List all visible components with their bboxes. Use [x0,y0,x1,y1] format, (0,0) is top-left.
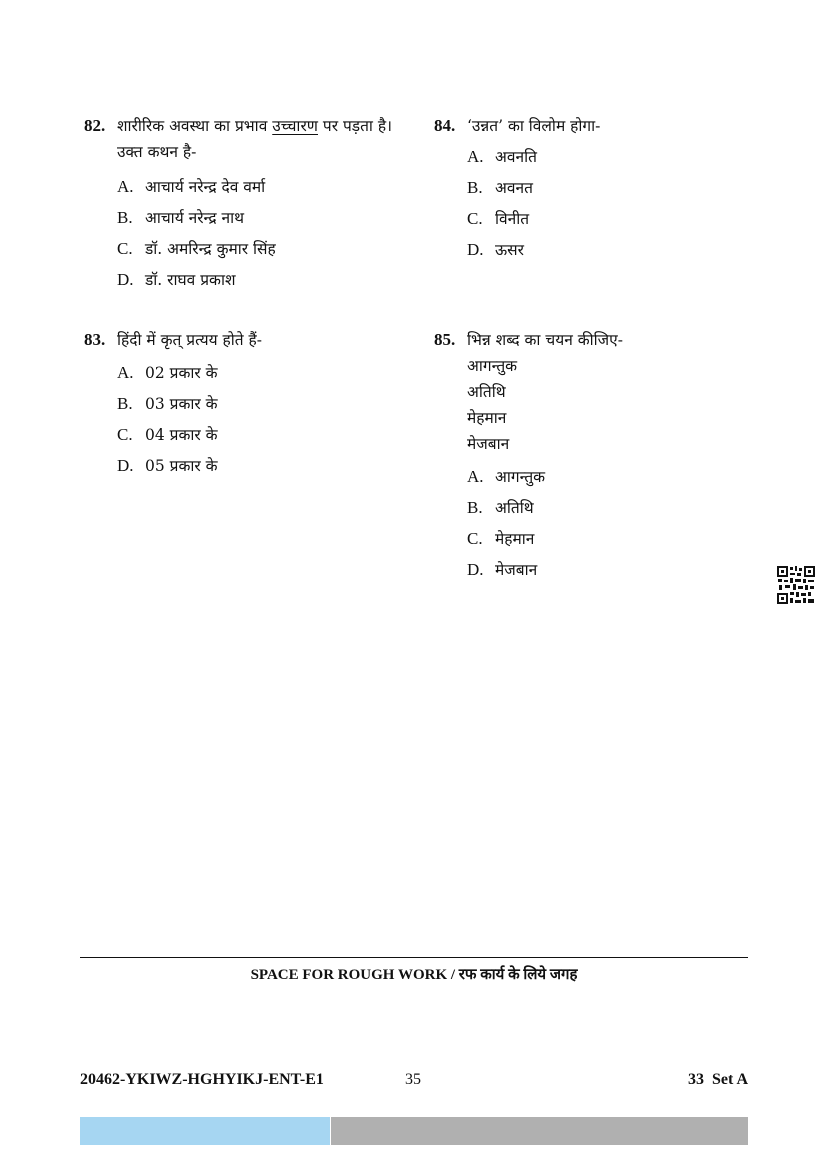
question-84 [434,113,754,265]
footer-bar-blue [80,1117,330,1145]
set-info [688,1071,748,1089]
option-c: C. विनीत [467,209,530,228]
question-text: हिंदी में कृत् प्रत्यय होते हैं- [117,331,262,349]
question-text: ‘उन्नत’ का विलोम होगा- [467,117,601,135]
page-number: 35 [405,1071,421,1088]
option-d: D. मेजबान [467,560,538,579]
option-d: D. डॉ. राघव प्रकाश [117,270,236,289]
question-number: 83. [84,330,106,349]
option-c: C. डॉ. अमरिन्द्र कुमार सिंह [117,239,276,258]
question-number: 84. [434,116,456,135]
word-item: मेजबान [467,435,510,453]
option-b: B. अवनत [467,178,533,197]
word-item: मेहमान [467,409,507,427]
word-item: अतिथि [467,383,506,401]
question-85 [434,327,754,585]
question-number: 85. [434,330,456,349]
question-83 [84,327,404,481]
question-text: शारीरिक अवस्था का प्रभाव उच्चारण पर पड़ता है। [117,117,392,135]
rough-work-divider [80,957,748,958]
option-b: B. आचार्य नरेन्द्र नाथ [117,208,245,227]
question-text: भिन्न शब्द का चयन कीजिए- [467,331,623,349]
word-item: आगन्तुक [467,357,518,375]
paper-code: 20462-YKIWZ-HGHYIKJ-ENT-E1 [80,1071,324,1088]
question-statement: उक्त कथन है- [117,143,197,161]
set-number: 33 [688,1071,704,1088]
underlined-word: उच्चारण [272,117,318,135]
set-label: Set A [712,1071,748,1088]
option-b: B. 03 प्रकार के [117,394,218,413]
option-a: A. आगन्तुक [467,467,546,486]
rough-work-label: SPACE FOR ROUGH WORK / रफ कार्य के लिये जगह [250,967,578,983]
option-b: B. अतिथि [467,498,534,517]
option-c: C. मेहमान [467,529,535,548]
question-82 [84,113,404,295]
footer-bar-grey [331,1117,748,1145]
option-a: A. 02 प्रकार के [117,363,218,382]
question-number: 82. [84,116,106,135]
option-d: D. 05 प्रकार के [117,456,218,475]
option-a: A. अवनति [467,147,537,166]
option-a: A. आचार्य नरेन्द्र देव वर्मा [117,177,266,196]
qr-code-icon [776,565,816,605]
option-c: C. 04 प्रकार के [117,425,218,444]
option-d: D. ऊसर [467,240,524,259]
